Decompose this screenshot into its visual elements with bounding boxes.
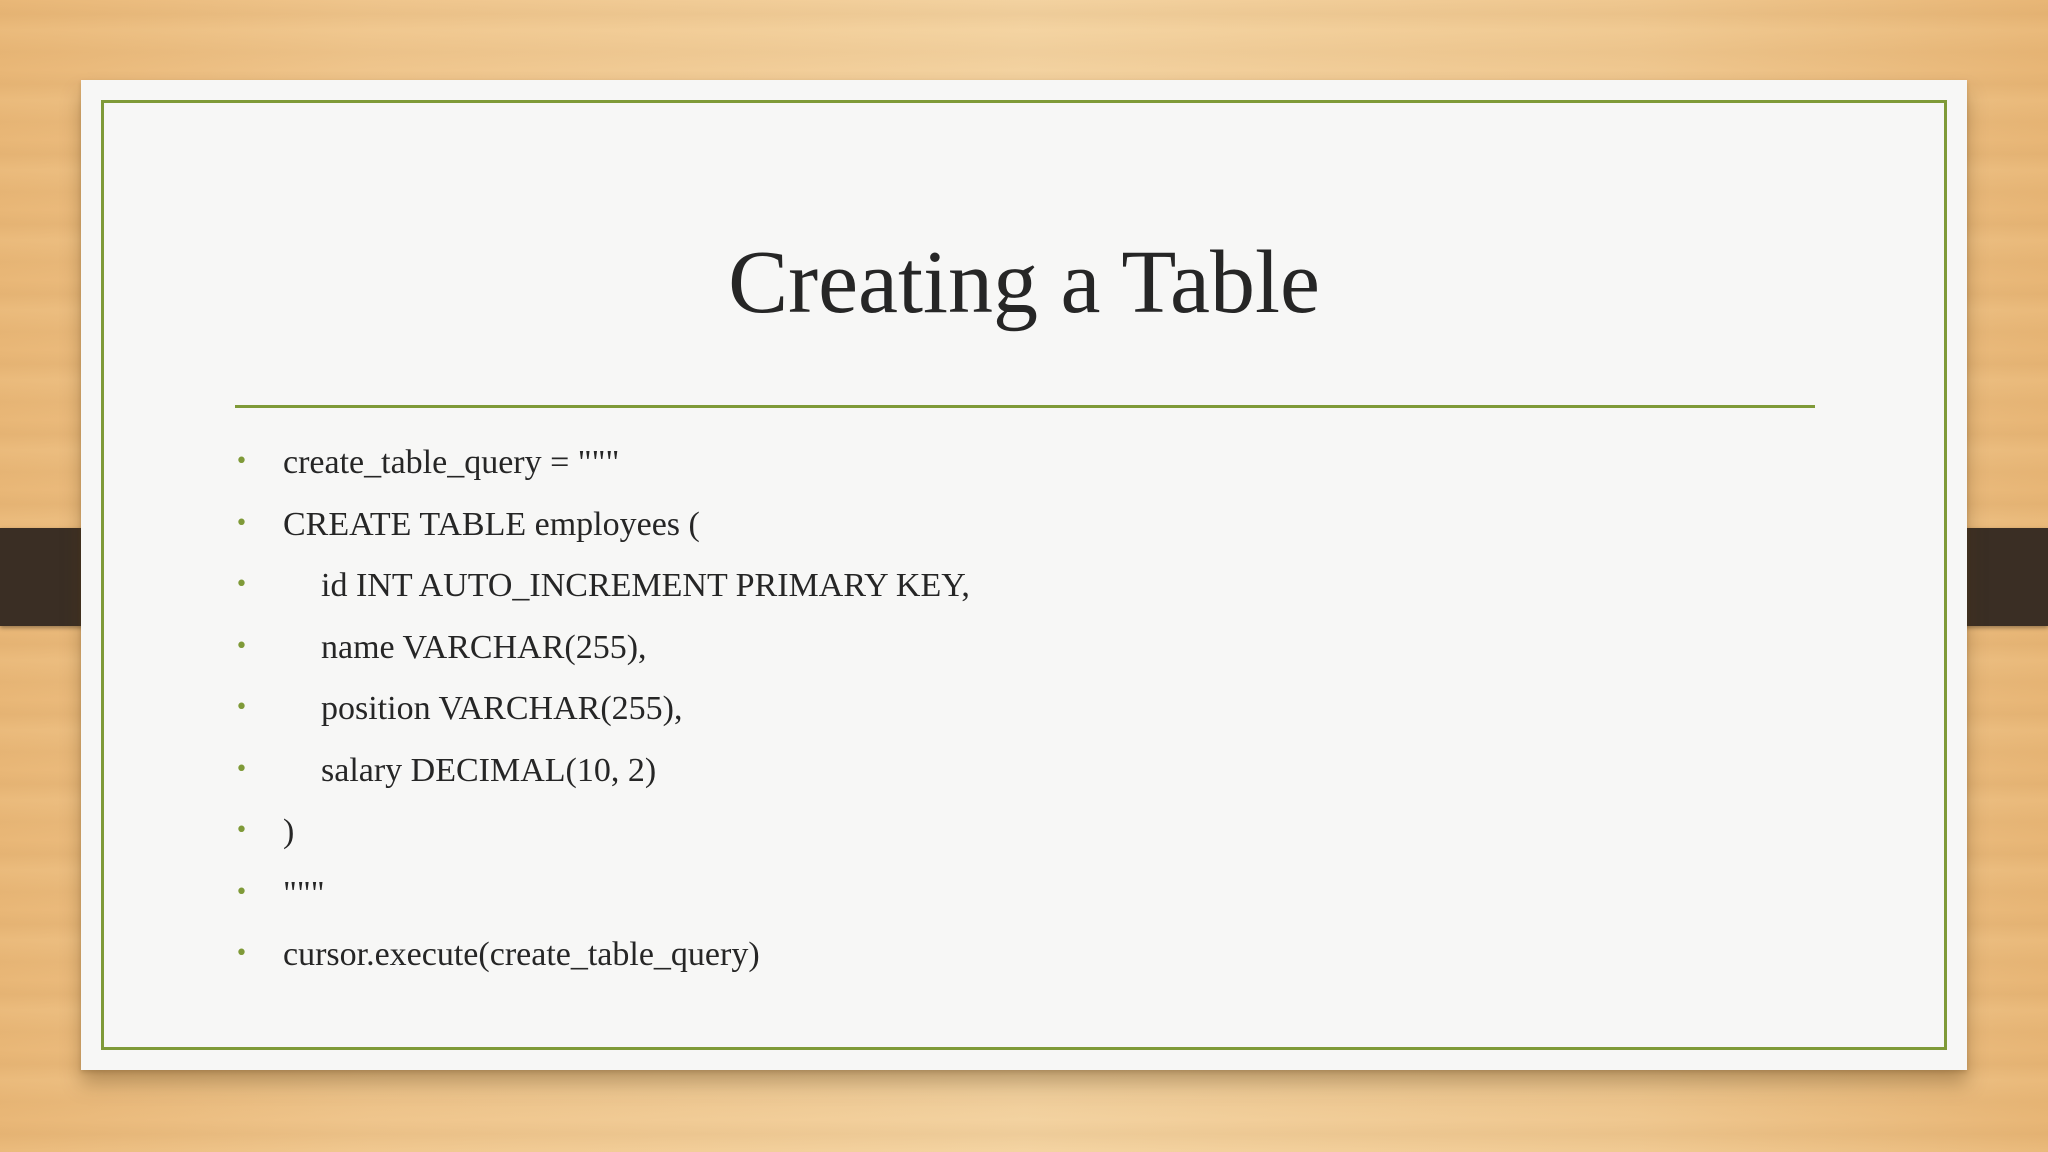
bullet-item [230, 745, 657, 807]
bullet-item [230, 868, 325, 930]
title-divider [235, 405, 1815, 408]
bullet-text: create_table_query = """ [283, 444, 620, 481]
bullet-icon: • [235, 941, 248, 966]
bullet-item [230, 929, 760, 991]
bullet-icon: • [235, 572, 248, 597]
bullet-list [230, 437, 970, 991]
bullet-icon: • [235, 818, 248, 843]
slide-title: Creating a Table [728, 233, 1320, 332]
bullet-text: position VARCHAR(255), [321, 690, 683, 727]
bullet-item [230, 806, 295, 868]
bullet-icon: • [235, 695, 248, 720]
bullet-icon: • [235, 449, 248, 474]
bullet-item [230, 622, 647, 684]
bullet-text: CREATE TABLE employees ( [283, 505, 700, 543]
bullet-icon: • [235, 510, 248, 536]
bullet-item [230, 437, 620, 499]
bullet-icon: • [235, 633, 248, 659]
bullet-text: id INT AUTO_INCREMENT PRIMARY KEY, [321, 567, 970, 604]
bullet-item [230, 560, 970, 622]
bullet-item [230, 683, 683, 745]
bullet-icon: • [235, 879, 248, 905]
bullet-item [230, 499, 700, 561]
bullet-text: cursor.execute(create_table_query) [283, 936, 760, 973]
bullet-text: salary DECIMAL(10, 2) [321, 751, 657, 789]
bullet-text: name VARCHAR(255), [321, 628, 647, 666]
bullet-text: """ [283, 874, 325, 912]
bullet-icon: • [235, 756, 248, 782]
bullet-text: ) [283, 813, 295, 850]
